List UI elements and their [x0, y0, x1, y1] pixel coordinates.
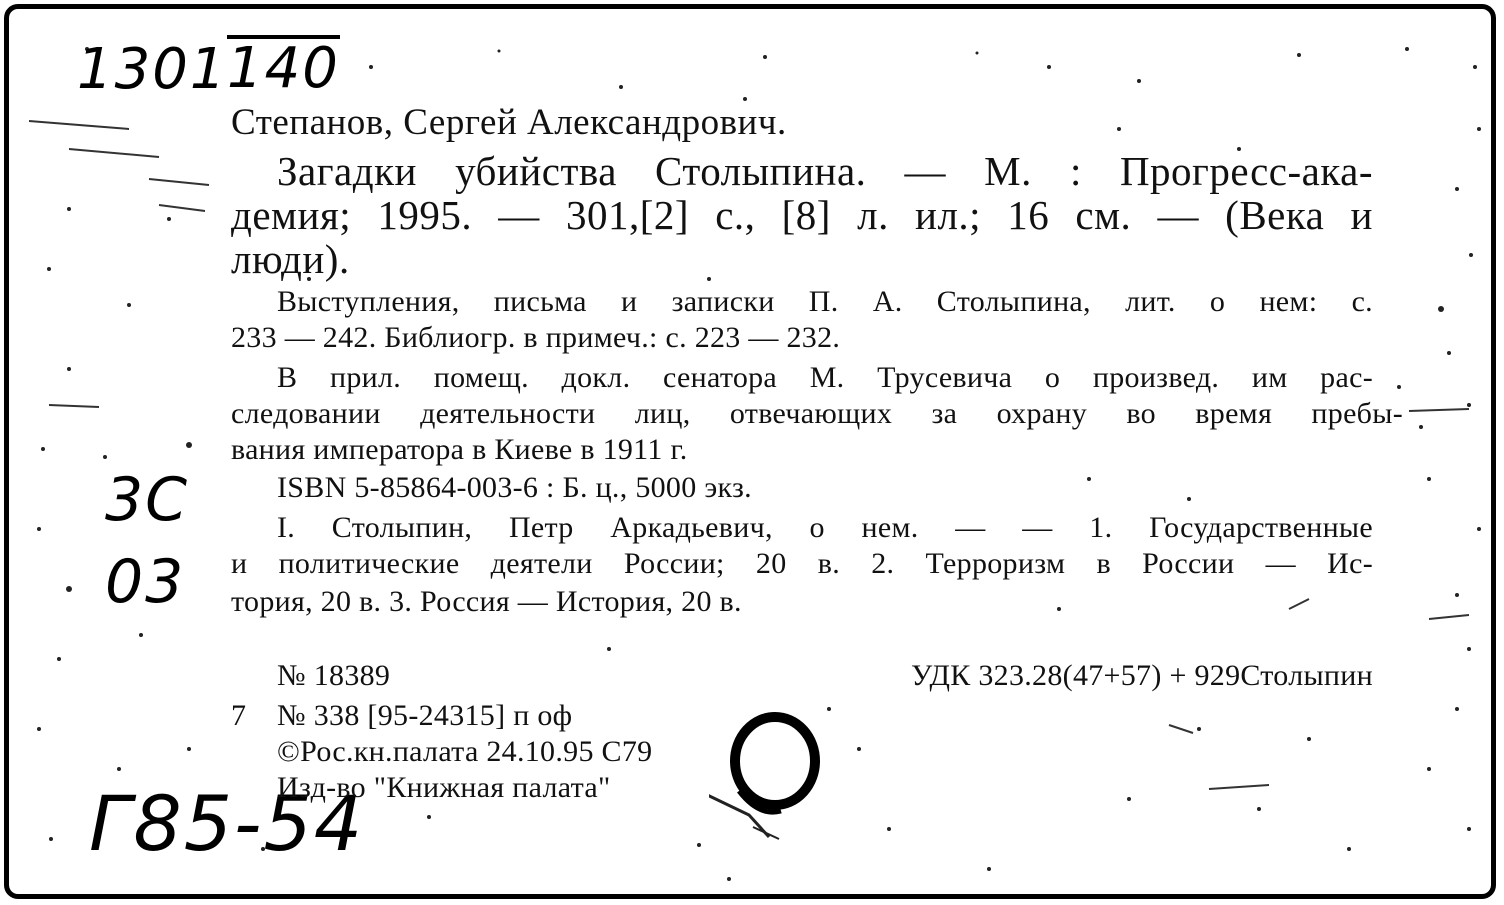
catalog-card [4, 4, 1496, 899]
note1-line-2: 233 — 242. Библиогр. в примеч.: с. 223 — 232. [231, 321, 841, 354]
prefix-digit: 7 [231, 699, 247, 732]
subject-line-1: I. Столыпин, Петр Аркадьевич, о нем. — — 1. Государственные [277, 511, 1373, 544]
handwritten-side-code-top: 3С [105, 465, 190, 535]
title-line-1: Загадки убийства Столыпина. — М. : Прогресс-ака- [277, 148, 1373, 194]
handwritten-side-code-bottom: 03 [105, 547, 186, 617]
note2-line-3: вания императора в Киеве в 1911 г. [231, 433, 688, 466]
title-line-3: люди). [231, 236, 350, 282]
isbn-line: ISBN 5-85864-003-6 : Б. ц., 5000 экз. [277, 471, 752, 504]
title-line-2: демия; 1995. — 301,[2] с., [8] л. ил.; 16 см. — (Века и [231, 192, 1373, 238]
order-line: № 338 [95-24315] п оф [277, 699, 573, 732]
author-heading: Степанов, Сергей Александрович. [231, 102, 787, 143]
copyright-line: ©Рос.кн.палата 24.10.95 С79 [277, 735, 653, 768]
shelf-number-right: 140 [227, 36, 340, 101]
subject-line-3: тория, 20 в. 3. Россия — История, 20 в. [231, 585, 742, 618]
note2-line-2: следовании деятельности лиц, отвечающих за охрану во время пребы- [231, 397, 1403, 430]
note1-line-1: Выступления, письма и записки П. А. Столыпина, лит. о нем: с. [277, 285, 1373, 318]
shelf-number-left: 1301 [77, 37, 228, 102]
record-number: № 18389 [277, 659, 391, 692]
handwritten-bottom-code: Г85-54 [89, 779, 365, 868]
handwritten-shelf-number [77, 37, 228, 102]
handwritten-inventory-number [227, 35, 340, 99]
publisher-line: Изд-во "Книжная палата" [277, 771, 611, 804]
note2-line-1: В прил. помещ. докл. сенатора М. Трусевича о произвед. им рас- [277, 361, 1373, 394]
udc-classification: УДК 323.28(47+57) + 929Столыпин [910, 659, 1373, 692]
subject-line-2: и политические деятели России; 20 в. 2. Терроризм в России — Ис- [231, 547, 1373, 580]
punch-hole-ring [709, 699, 849, 849]
